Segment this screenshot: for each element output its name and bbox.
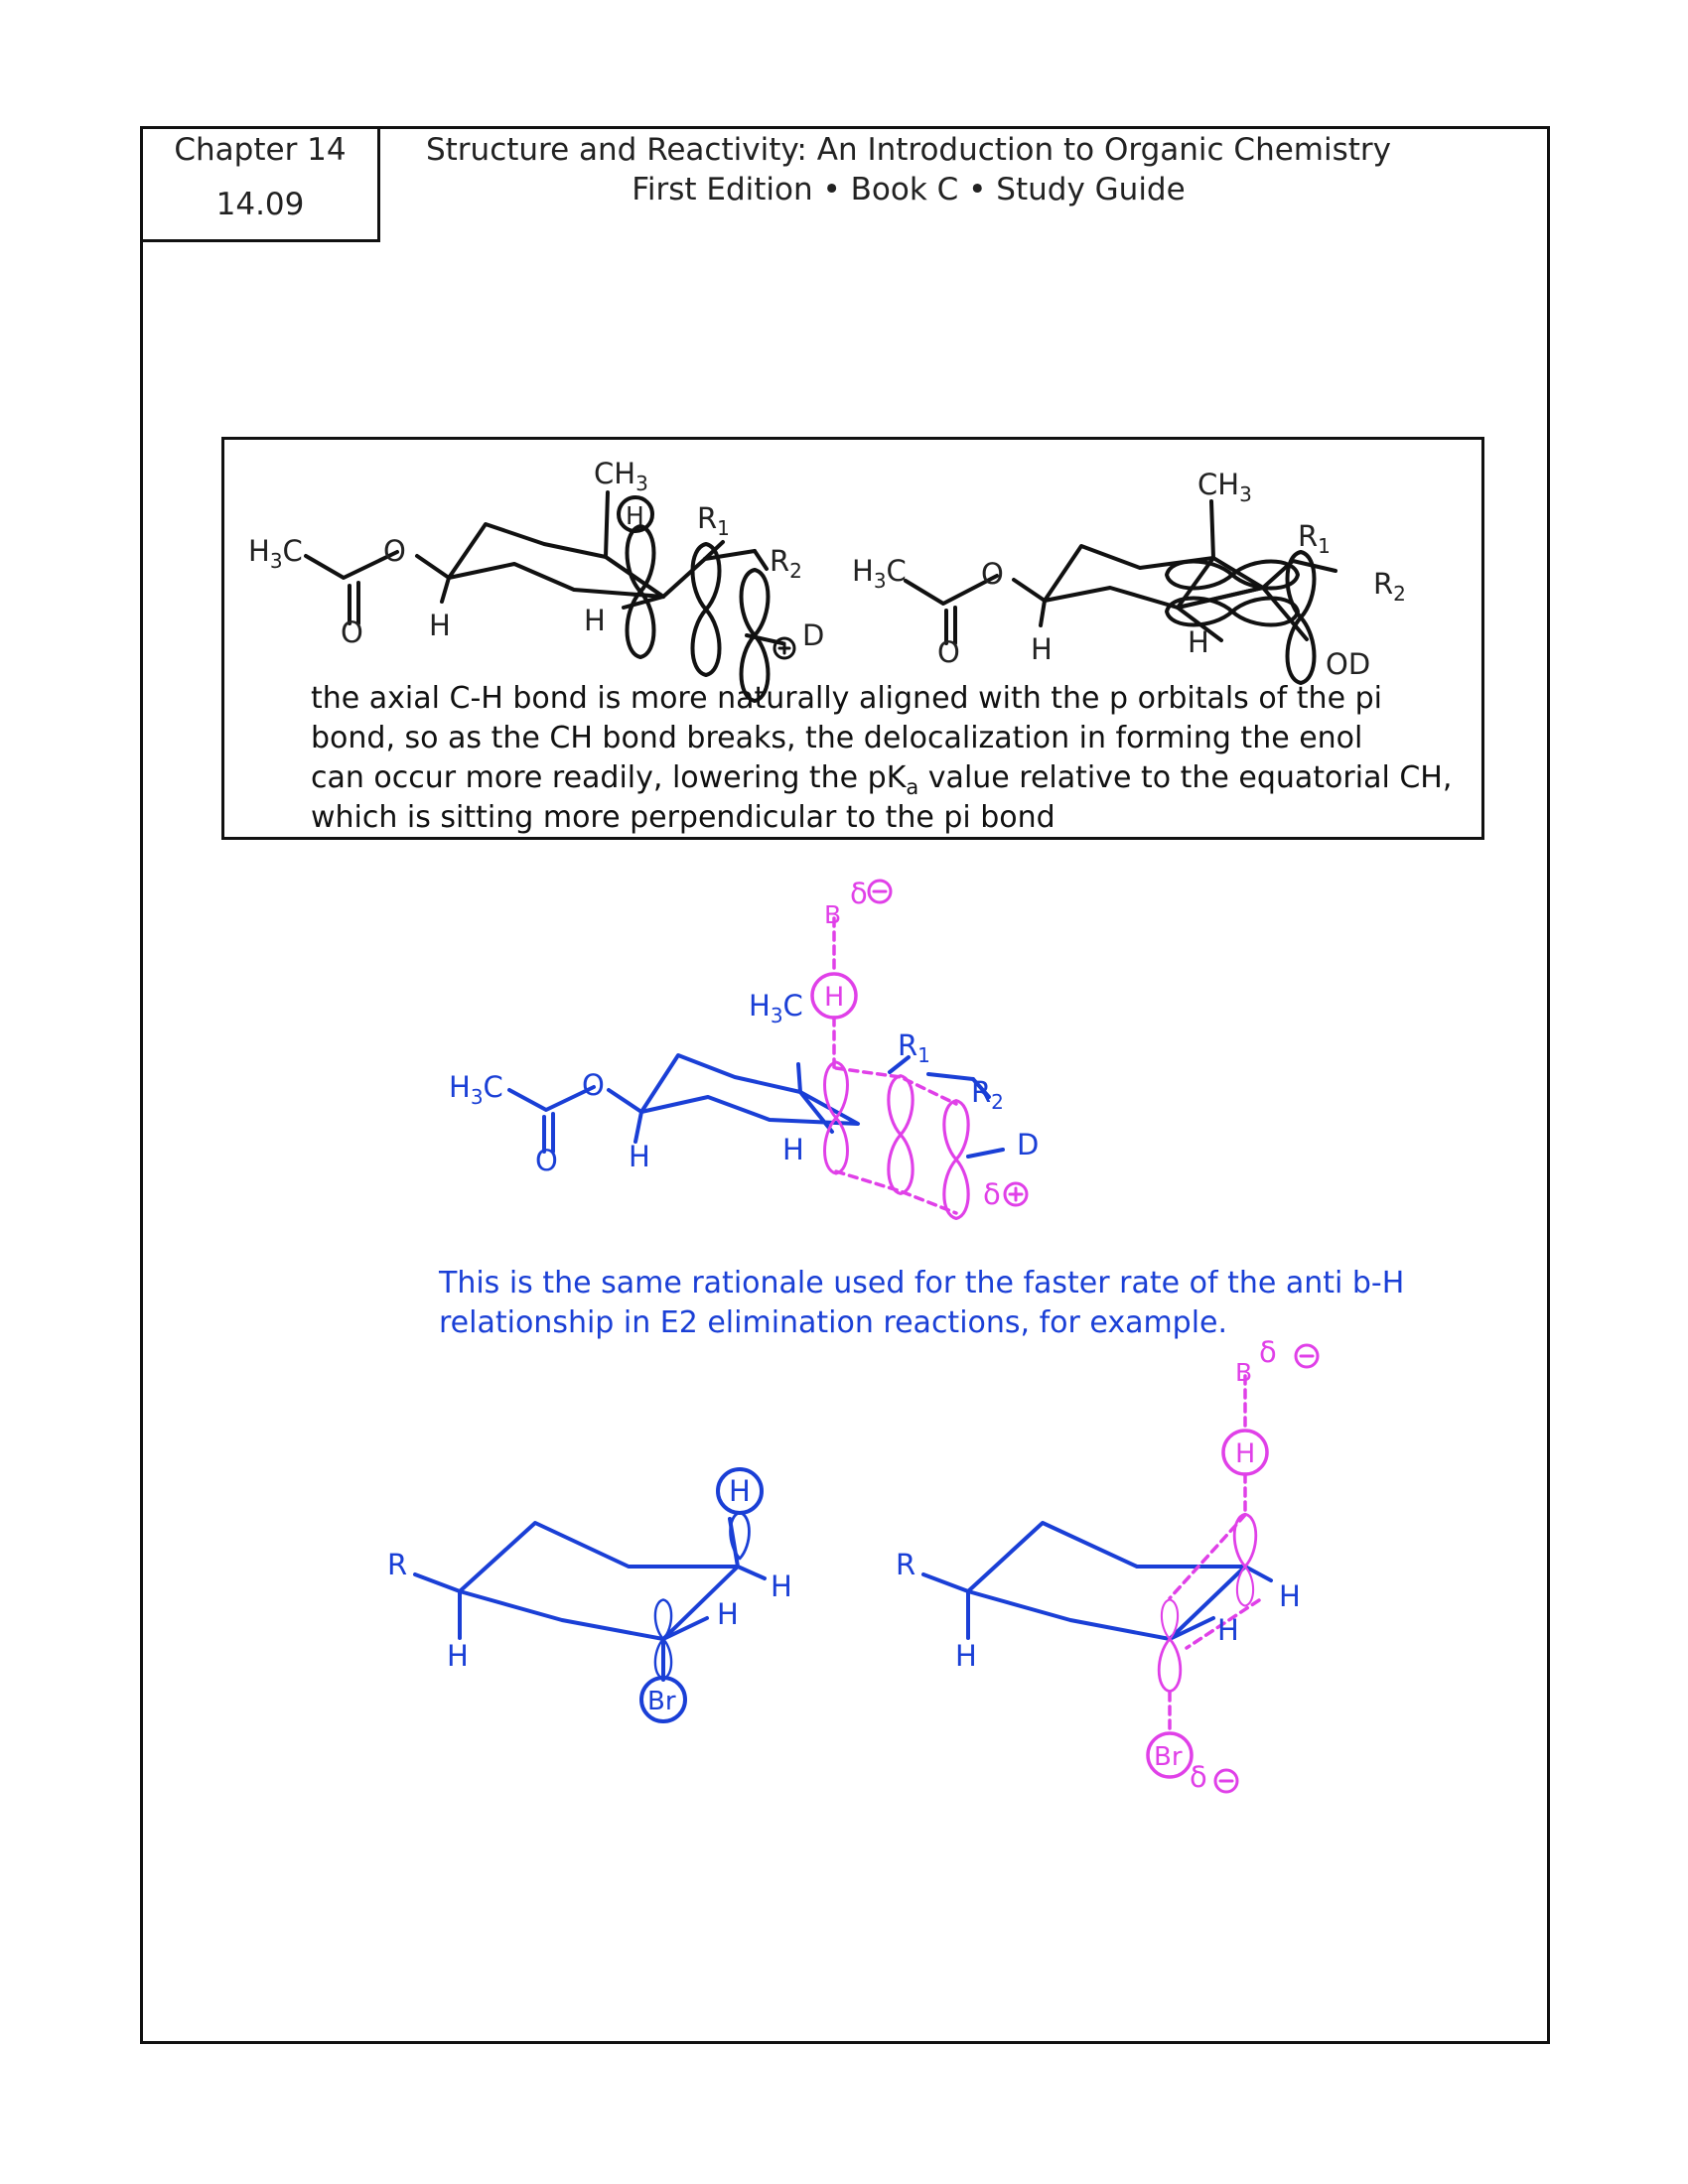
svg-text:H: H — [584, 604, 606, 637]
svg-text:CH3: $CH_3$ — [594, 457, 648, 495]
svg-text:H: H — [429, 609, 451, 642]
svg-text:H: H — [729, 1474, 751, 1508]
svg-text:H: H — [629, 1140, 650, 1173]
svg-text:R1: $R_1$ — [898, 1028, 930, 1067]
svg-text:D: D — [1017, 1128, 1040, 1161]
svg-text:R1: $R_1$ — [697, 501, 730, 540]
explanation-line-4: which is sitting more perpendicular to the pi bond — [311, 800, 1055, 835]
rationale-line-1: This is the same rationale used for the faster rate of the anti b-H — [439, 1266, 1405, 1300]
svg-text:Br: Br — [647, 1687, 676, 1716]
svg-text:H3C: $H_3C$ — [852, 554, 907, 593]
svg-text:H: H — [717, 1597, 739, 1631]
svg-text:δ: δ — [1259, 1335, 1277, 1369]
svg-text:O: O — [937, 635, 960, 669]
section-number: 14.09 — [215, 187, 305, 222]
svg-text:H: H — [1217, 1613, 1239, 1647]
structure-base-labels — [449, 877, 1039, 1211]
svg-text:H: H — [1188, 625, 1209, 659]
svg-text:D: D — [802, 618, 825, 652]
structure-equatorial-labels — [852, 468, 1406, 681]
svg-text:H: H — [1235, 1438, 1256, 1469]
svg-text:δ: δ — [850, 877, 868, 910]
svg-text:H3C: $H_3C$ — [248, 534, 303, 573]
svg-text:O: O — [341, 615, 363, 649]
svg-text:H3C: $H_3C$ — [449, 1070, 503, 1109]
svg-text:H: H — [1279, 1579, 1301, 1613]
svg-text:δ: δ — [1190, 1760, 1207, 1794]
chapter-label: Chapter 14 — [174, 132, 347, 168]
svg-text:R2: $R_2$ — [971, 1075, 1004, 1114]
svg-text:CH3: $CH_3$ — [1197, 468, 1252, 506]
svg-text:R1: $R_1$ — [1298, 519, 1331, 558]
pka-subscript: a — [906, 775, 919, 799]
svg-text:H: H — [955, 1639, 977, 1673]
svg-text:H: H — [771, 1570, 792, 1603]
svg-text:δ: δ — [983, 1177, 1001, 1211]
svg-text:H: H — [824, 982, 845, 1013]
svg-text:H3C: $H_3C$ — [749, 989, 803, 1027]
svg-text:H: H — [1031, 632, 1053, 666]
svg-text:R: R — [387, 1548, 408, 1581]
svg-text:O: O — [383, 534, 406, 568]
svg-text:H: H — [626, 501, 644, 530]
svg-text:R: R — [896, 1548, 916, 1581]
explanation-line-3-a: can occur more readily, lowering the pK — [311, 760, 907, 795]
svg-text:B: B — [1235, 1358, 1253, 1387]
structure-cyclohexyl-bromide — [415, 1469, 765, 1721]
svg-text:B: B — [824, 900, 842, 929]
svg-text:O: O — [582, 1068, 605, 1102]
structure-equatorial-enol — [906, 501, 1336, 683]
svg-text:O: O — [981, 557, 1004, 591]
book-title: Structure and Reactivity: An Introduction to Organic Chemistry — [425, 132, 1392, 168]
svg-text:H: H — [782, 1133, 804, 1166]
explanation-line-3-b: value relative to the equatorial CH, — [918, 760, 1453, 795]
explanation-line-2: bond, so as the CH bond breaks, the delocalization in forming the enol — [311, 721, 1363, 755]
svg-text:H: H — [447, 1639, 469, 1673]
svg-text:OD: OD — [1326, 647, 1371, 681]
book-subtitle: First Edition • Book C • Study Guide — [632, 172, 1186, 207]
svg-text:R2: $R_2$ — [770, 544, 802, 583]
svg-text:Br: Br — [1154, 1742, 1183, 1772]
rationale-line-2: relationship in E2 elimination reactions, for example. — [439, 1305, 1228, 1340]
svg-text:R2: $R_2$ — [1373, 567, 1406, 606]
svg-text:O: O — [535, 1144, 558, 1177]
explanation-line-1: the axial C-H bond is more naturally aligned with the p orbitals of the pi — [311, 681, 1382, 716]
